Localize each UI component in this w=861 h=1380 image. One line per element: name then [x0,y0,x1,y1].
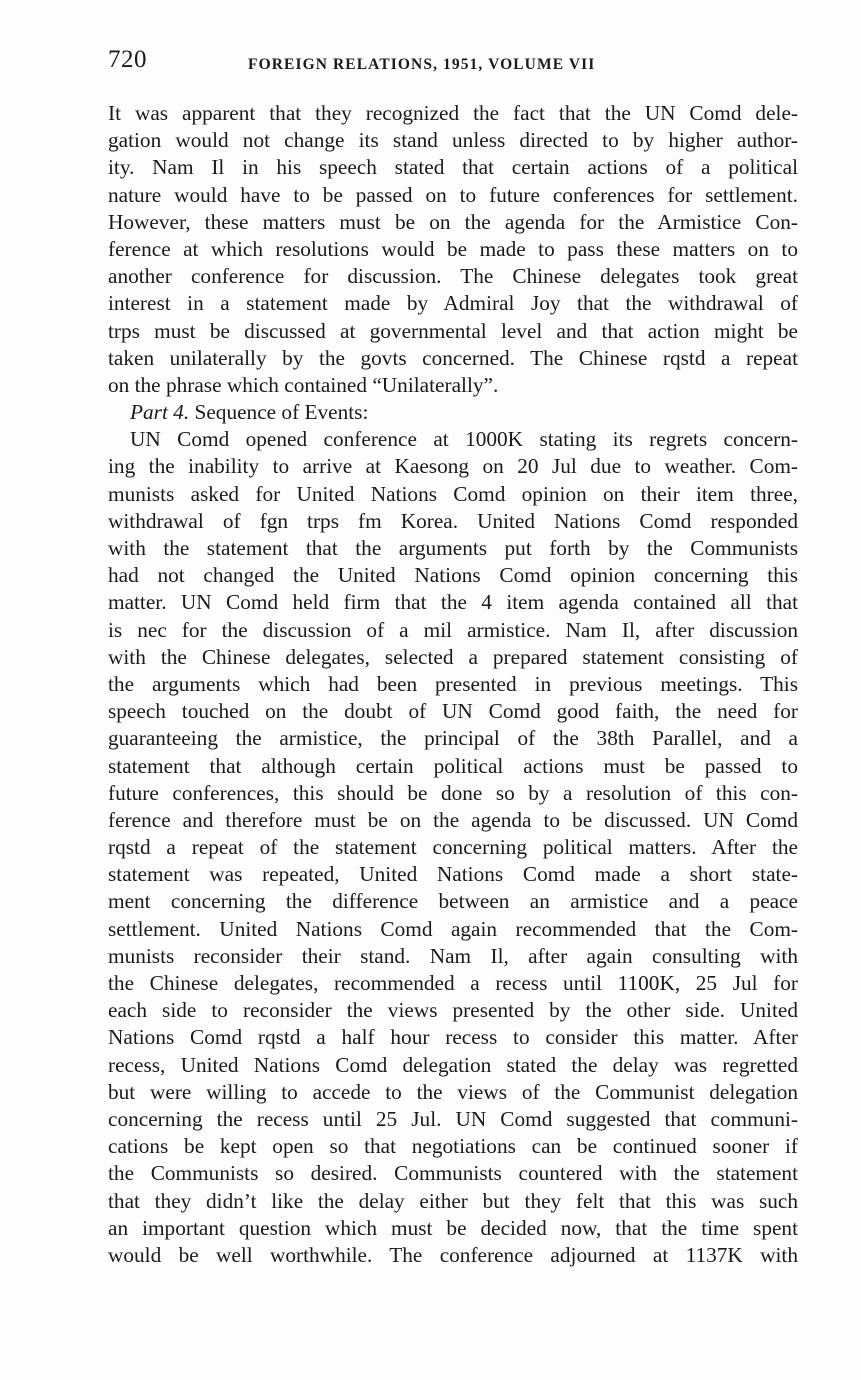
text-line: speech touched on the doubt of UN Comd good faith, the need for [108,699,798,724]
text-line: ment concerning the difference between an armistice and a peace [108,889,798,914]
text-line: settlement. United Nations Comd again recommended that the Com- [108,916,798,941]
text-line: the arguments which had been presented in previous meetings. This [108,671,798,696]
running-head: FOREIGN RELATIONS, 1951, VOLUME VII [248,56,596,73]
text-line: guaranteeing the armistice, the principal of the 38th Parallel, and a [108,726,798,751]
text-line: It was apparent that they recognized the fact that the UN Comd dele- [108,101,798,125]
text-line: trps must be discussed at governmental level and that action might be [108,318,798,343]
text-line: but were willing to accede to the views of the Communist delegation [108,1079,798,1104]
text-line: statement was repeated, United Nations Comd made a short state- [108,862,798,887]
paragraph-1 [108,100,798,399]
text-line: each side to reconsider the views presented by the other side. United [108,998,798,1023]
text-line: nature would have to be passed on to future conferences for settlement. [108,182,798,207]
text-line: ference and therefore must be on the agenda to be discussed. UN Comd [108,807,798,832]
text-line: matter. UN Comd held firm that the 4 item agenda contained all that [108,590,798,615]
text-line: another conference for discussion. The Chinese delegates took great [108,264,798,289]
text-line: on the phrase which contained “Unilaterally”. [108,372,499,397]
text-line: with the statement that the arguments put forth by the Communists [108,536,798,560]
text-line: recess, United Nations Comd delegation stated the delay was regretted [108,1052,798,1077]
part-title: Sequence of Events: [189,400,369,425]
text-line: statement that although certain political actions must be passed to [108,753,798,778]
text-line: UN Comd opened conference at 1000K stating its regrets concern- [130,427,798,452]
section-heading-part-4 [108,399,798,426]
text-line: munists asked for United Nations Comd opinion on their item three, [108,481,798,506]
text-line: cations be kept open so that negotiations can be continued sooner if [108,1134,798,1159]
text-line: gation would not change its stand unless directed to by higher author- [108,128,798,153]
text-line: would be well worthwhile. The conference adjourned at 1137K with [108,1242,798,1267]
text-line: concerning the recess until 25 Jul. UN Comd suggested that communi- [108,1106,798,1131]
part-label: Part 4. [130,400,190,425]
text-line: Nations Comd rqstd a half hour recess to consider this matter. After [108,1025,798,1050]
text-line: taken unilaterally by the govts concerned. The Chinese rqstd a repeat [108,345,798,370]
text-line: interest in a statement made by Admiral Joy that the withdrawal of [108,291,798,316]
text-line: future conferences, this should be done so by a resolution of this con- [108,780,798,805]
document-body [108,100,798,1269]
text-line: the Chinese delegates, recommended a recess until 1100K, 25 Jul for [108,971,798,995]
text-line: munists reconsider their stand. Nam Il, after again consulting with [108,943,798,968]
text-line: the Communists so desired. Communists countered with the statement [108,1161,798,1186]
text-line: an important question which must be decided now, that the time spent [108,1215,798,1240]
text-line: is nec for the discussion of a mil armistice. Nam Il, after discussion [108,617,798,642]
text-line: with the Chinese delegates, selected a prepared statement consisting of [108,644,798,669]
text-line: ing the inability to arrive at Kaesong on 20 Jul due to weather. Com- [108,454,798,479]
text-line: However, these matters must be on the agenda for the Armistice Con- [108,209,798,234]
text-line: ference at which resolutions would be made to pass these matters on to [108,236,798,261]
paragraph-2 [108,426,798,1269]
text-line: ity. Nam Il in his speech stated that certain actions of a political [108,155,798,180]
text-line: had not changed the United Nations Comd opinion concerning this [108,563,798,588]
text-line: that they didn’t like the delay either but they felt that this was such [108,1188,798,1213]
text-line: rqstd a repeat of the statement concerning political matters. After the [108,835,798,860]
page-number: 720 [108,46,147,73]
text-line: withdrawal of fgn trps fm Korea. United Nations Comd responded [108,508,798,533]
page-header [108,46,798,82]
